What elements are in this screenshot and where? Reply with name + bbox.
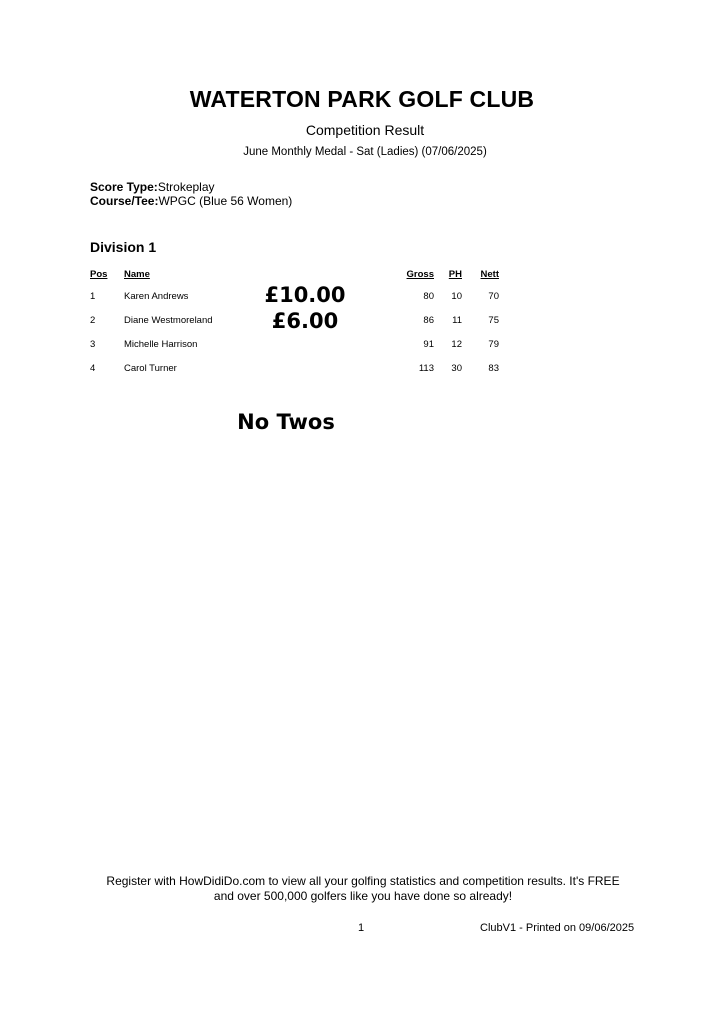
club-title: WATERTON PARK GOLF CLUB [189,86,535,112]
row-4-ph: 30 [451,363,462,374]
row-2-name: Diane Westmoreland [124,315,213,326]
document-subtitle: Competition Result [305,122,425,138]
column-header-nett: Nett [480,269,499,280]
row-1-ph: 10 [451,291,462,302]
prize-first-annotation: £10.00 [264,283,346,307]
row-4-nett: 83 [488,363,499,374]
row-2-pos: 2 [90,315,96,326]
row-3-gross: 91 [423,339,434,350]
column-header-gross: Gross [406,269,434,280]
row-4-name: Carol Turner [124,363,177,374]
row-3-nett: 79 [488,339,499,350]
score-type-value: Strokeplay [157,180,215,194]
course-tee-value: WPGC (Blue 56 Women) [158,194,293,208]
page-number: 1 [358,922,365,934]
row-1-name: Karen Andrews [124,291,189,302]
division-title: Division 1 [90,239,157,255]
register-note [90,874,636,904]
register-note-line-1: Register with HowDidiDo.com to view all your golfing statistics and competition results. It's FREE [106,874,620,888]
competition-name: June Monthly Medal - Sat (Ladies) (07/06/2025) [243,146,487,158]
row-2-ph: 11 [452,315,462,326]
no-twos-annotation: No Twos [237,410,335,434]
row-4-pos: 4 [90,363,96,374]
row-1-nett: 70 [488,291,499,302]
column-header-pos: Pos [90,269,108,280]
course-tee-label: Course/Tee: [90,194,159,208]
row-3-pos: 3 [90,339,96,350]
score-type-label: Score Type: [90,180,158,194]
register-note-line-2: and over 500,000 golfers like you have done so already! [213,889,513,903]
column-header-ph: PH [448,269,462,280]
score-type-line [90,180,215,194]
prize-second-annotation: £6.00 [271,309,339,333]
row-1-pos: 1 [90,291,96,302]
row-4-gross: 113 [418,363,434,374]
row-1-gross: 80 [423,291,434,302]
row-3-ph: 12 [451,339,462,350]
row-3-name: Michelle Harrison [124,339,198,350]
row-2-nett: 75 [488,315,499,326]
row-2-gross: 86 [423,315,434,326]
course-tee-line [90,194,292,208]
column-header-name: Name [124,269,150,280]
printed-stamp: ClubV1 - Printed on 09/06/2025 [480,922,635,934]
